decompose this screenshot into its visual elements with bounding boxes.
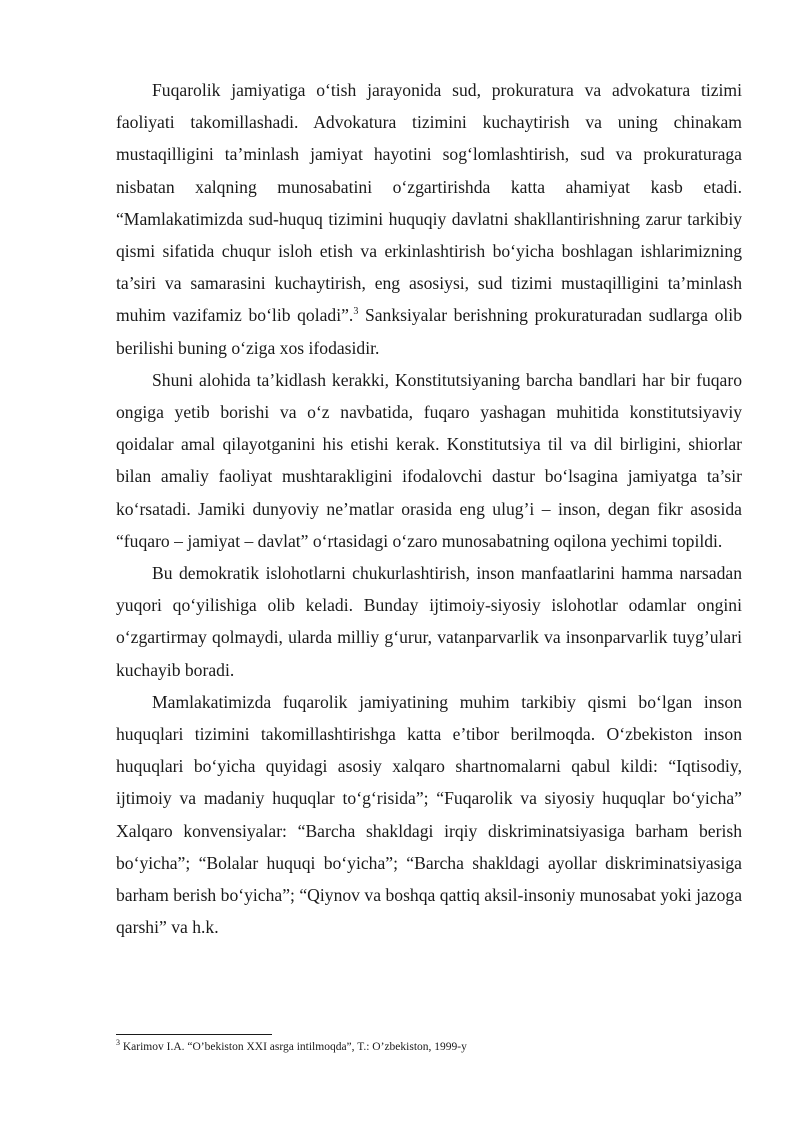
paragraph-3: Bu demokratik islohotlarni chukurlashtirish, inson manfaatlarini hamma narsadan yuqori qo‘yilishiga olib keladi. Bunday ijtimoiy-siyosiy islohotlar odamlar ongini o‘zgartirmay qolmaydi, ularda milliy g‘urur, vatanparvarlik va insonparvarlik tuyg’ulari kuchayib boradi. [116, 563, 742, 680]
footnote-reference: 3 [353, 306, 359, 318]
paragraph-1-text: Fuqarolik jamiyatiga o‘tish jarayonida sud, prokuratura va advokatura tizimi faoliyati takomillashadi. Advokatura tizimini kuchaytirish va uning chinakam mustaqilligini ta’minlash jamiyat hayotini sog‘lomlashtirish, sud va prokuraturaga nisbatan xalqning munosabatini o‘zgartirishda katta ahamiyat kasb etadi. “Mamlakatimizda sud-huquq tizimini huquqiy davlatni shakllantirishning zarur tarkibiy qismi sifatida chuqur isloh etish va erkinlashtirish bo‘yicha boshlagan ishlarimizning ta’siri va samarasini kuchaytirish, eng asosiysi, sud tizimi mustaqilligini ta’minlash muhim vazifamiz bo‘lib qoladi”. [116, 80, 742, 326]
paragraph-4: Mamlakatimizda fuqarolik jamiyatining muhim tarkibiy qismi bo‘lgan inson huquqlari tizimini takomillashtirishga katta e’tibor berilmoqda. O‘zbekiston inson huquqlari bo‘yicha quyidagi asosiy xalqaro shartnomalarni qabul kildi: “Iqtisodiy, ijtimoiy va madaniy huquqlar to‘g‘risida”; “Fuqarolik va siyosiy huquqlar bo‘yicha” Xalqaro konvensiyalar: “Barcha shakldagi irqiy diskriminatsiyasiga barham berish bo‘yicha”; “Bolalar huquqi bo‘yicha”; “Barcha shakldagi ayollar diskriminatsiyasiga barham berish bo‘yicha”; “Qiynov va boshqa qattiq aksil-insoniy munosabat yoki jazoga qarshi” va h.k. [116, 691, 742, 938]
footnote-marker: 3 [116, 1038, 120, 1048]
paragraph-1-continuation: Sanksiyalar berishning prokuraturadan sudlarga olib berilishi buning o‘ziga xos ifodasidir. [116, 305, 742, 358]
paragraph-2: Shuni alohida ta’kidlash kerakki, Konstitutsiyaning barcha bandlari har bir fuqaro ongiga yetib borishi va o‘z navbatida, fuqaro yashagan muhitida konstitutsiyaviy qoidalar amal qilayotganini his etishi kerak. Konstitutsiya til va dil birligini, shiorlar bilan amaliy faoliyat mushtarakligini ifodalovchi dastur bo‘lsagina jamiyatga ta’sir ko‘rsatadi. Jamiki dunyoviy ne’matlar orasida eng ulug’i – inson, degan fikr asosida “fuqaro – jamiyat – davlat” o‘rtasidagi o‘zaro munosabatning oqilona yechimi topildi. [116, 369, 742, 551]
body-text [116, 74, 742, 943]
footnote [116, 1040, 742, 1055]
footnote-separator [116, 1034, 272, 1035]
footnote-text: Karimov I.A. “O’bekiston XXI asrga intilmoqda”, T.: O’zbekiston, 1999-y [120, 1041, 467, 1053]
paragraph-1 [116, 74, 742, 364]
